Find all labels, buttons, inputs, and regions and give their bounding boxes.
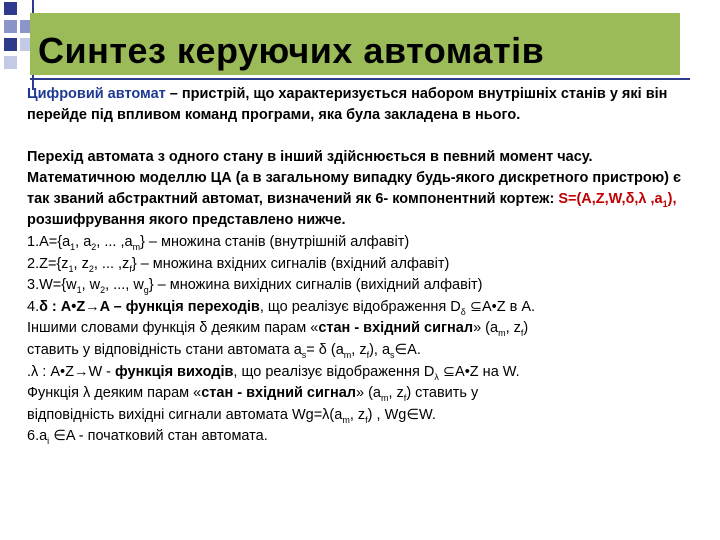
list-item: $3.W=\{w_1$, $w_2$, ..., $w_g$} – множина вихідних сигналів (вихідний алфавіт)	[27, 277, 483, 296]
model-paragraph: Перехід автомата з одного стану в інший здійснюється в певний момент часу. Математичною моделлю ЦА (а в загальному випадку будь-якого дискретного пристрою) є так званий абстрактний автомат, визначений як 6- компонентний кортеж: S=(A,Z,W,δ,λ $,a_1$), розшифрування якого представлено нижче.	[27, 149, 681, 228]
decor-square	[4, 56, 17, 69]
list-item: $6.a_i$ ∈A - початковий стан автомата.	[27, 428, 268, 447]
list-item: ставить у відповідність стани автомата $a_s= \delta$ ($a_m$, $z_f$), $a_s\in A$.	[27, 341, 421, 360]
decor-square	[4, 2, 17, 15]
component-list	[27, 232, 699, 448]
list-item: $2.Z=\{z_1$, $z_2$, ... $,z_f$} – множина вхідних сигналів (вхідний алфавіт)	[27, 255, 450, 274]
list-item: Іншими словами функція δ деяким парам «стан - вхідний сигнал» ($a_m$, $z_f$)	[27, 320, 529, 339]
title-underline	[30, 78, 690, 80]
list-item: 4.δ : A•Z→A – функція переходів, що реалізує відображення $D_\delta$ ⊆A•Z в A.	[27, 298, 536, 317]
list-item: .λ : A•Z→W - функція виходів, що реалізує відображення $D_\lambda$ ⊆A•Z на W.	[27, 363, 520, 382]
definition-term: Цифровий автомат	[27, 86, 166, 102]
list-item: $1.A=\{a_1$, $a_2$, ... $,a_m$} – множина станів (внутрішній алфавіт)	[27, 234, 410, 252]
decor-square	[4, 20, 17, 33]
list-item: Функція λ деяким парам «стан - вхідний сигнал» ($a_m$, $z_f$) ставить у	[27, 385, 479, 404]
slide-body	[27, 84, 699, 448]
decor-square	[4, 38, 17, 51]
slide-title: Синтез керуючих автоматів	[38, 30, 545, 71]
definition-paragraph: Цифровий автомат – пристрій, що характеризується набором внутрішніх станів у які він перейде під впливом команд програми, яка була закладена в нього.	[27, 86, 668, 123]
list-item: відповідність вихідні сигнали автомата $Wg=\lambda(a_m$, $z_f$) , Wg∈W.	[27, 406, 436, 425]
tuple-formula: S=(A,Z,W,δ,λ $,a_1$),	[558, 191, 677, 209]
